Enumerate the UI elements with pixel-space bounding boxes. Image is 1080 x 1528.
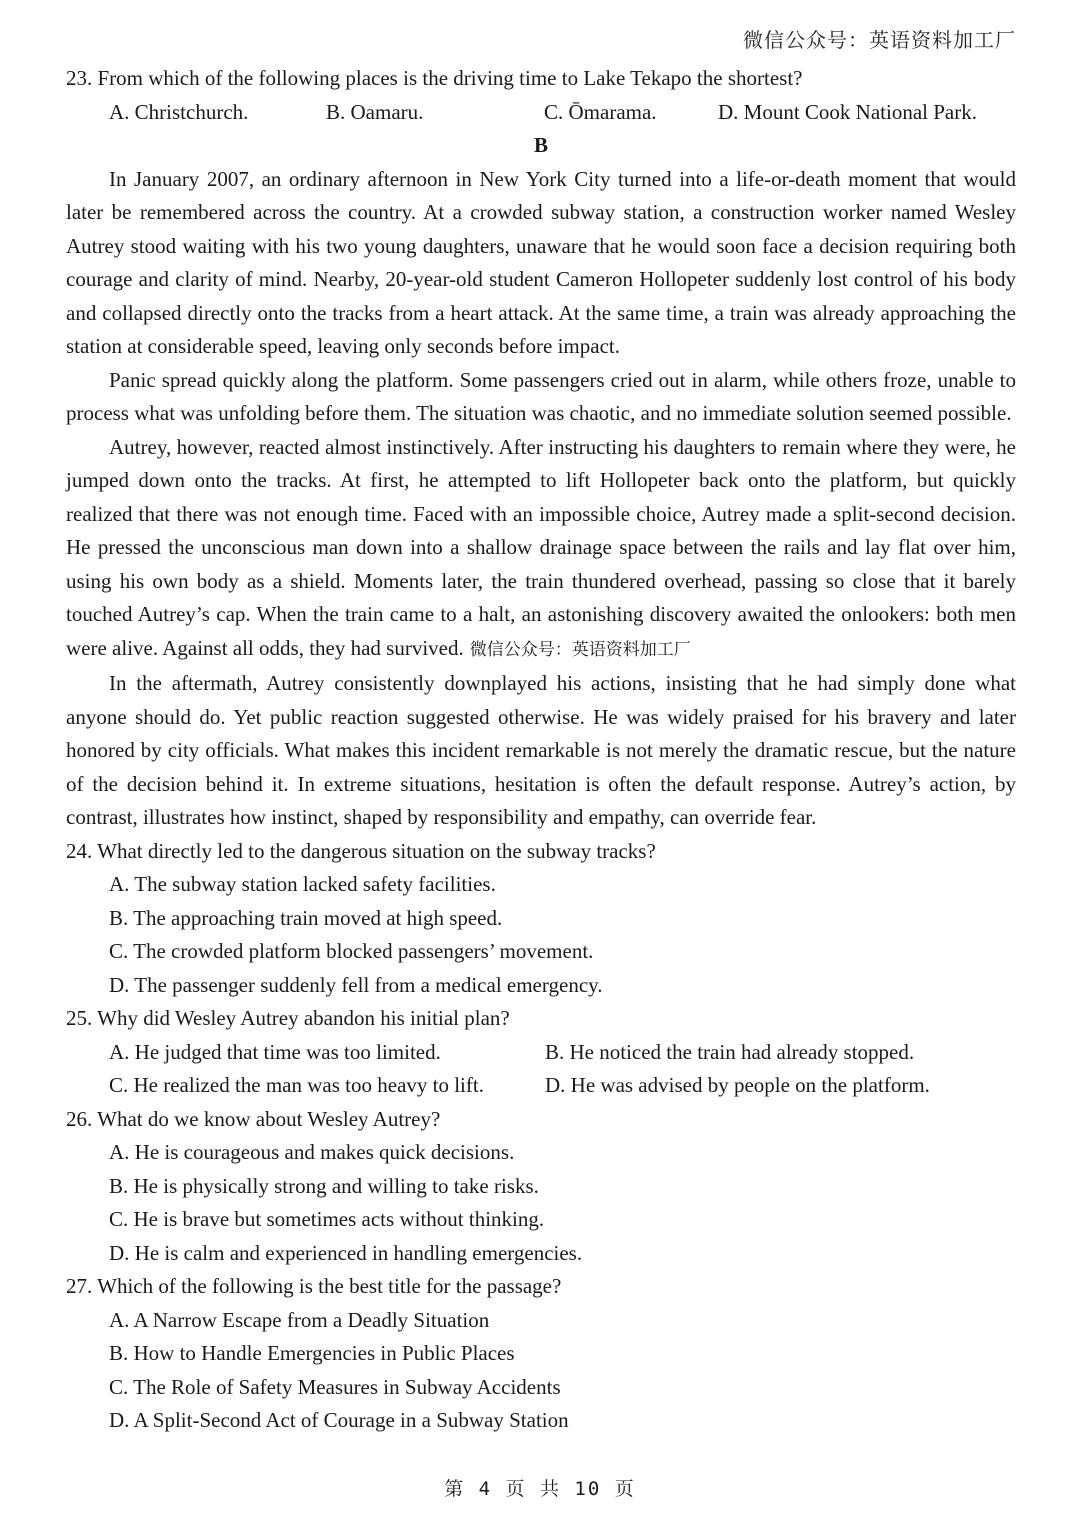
- q25-options-row-1: [66, 1036, 1016, 1070]
- passage-paragraph-1: In January 2007, an ordinary afternoon in New York City turned into a life-or-death moment that would later be remembered across the country. At a crowded subway station, a construction worker named Wesley Autrey stood waiting with his two young daughters, unaware that he would soon face a decision requiring both courage and clarity of mind. Nearby, 20-year-old student Cameron Hollopeter suddenly lost control of his body and collapsed directly onto the tracks from a heart attack. At the same time, a train was already approaching the station at considerable speed, leaving only seconds before impact.: [66, 166, 1016, 358]
- passage-paragraph-4: In the aftermath, Autrey consistently downplayed his actions, insisting that he had simply done what anyone should do. Yet public reaction suggested otherwise. He was widely praised for his bravery and later honored by city officials. What makes this incident remarkable is not merely the dramatic rescue, but the nature of the decision behind it. In extreme situations, hesitation is often the default response. Autrey’s action, by contrast, illustrates how instinct, shaped by responsibility and empathy, can override fear.: [66, 671, 1016, 829]
- passage-paragraph-3-text: Autrey, however, reacted almost instinctively. After instructing his daughters to remain where they were, he jumped down onto the tracks. At first, he attempted to lift Hollopeter back onto the platform, but quickly realized that there was not enough time. Faced with an impossible choice, Autrey made a split-second decision. He pressed the unconscious man down into a shallow drainage space between the rails and lay flat over him, using his own body as a shield. Moments later, the train thundered overhead, passing so close that it barely touched Autrey’s cap. When the train came to a halt, an astonishing discovery awaited the onlookers: both men were alive. Against all odds, they had survived.: [66, 434, 1016, 660]
- q25-options-row-2: [66, 1069, 1016, 1103]
- q23-option-c: C. Ōmarama.: [544, 99, 657, 124]
- q25-option-c: C. He realized the man was too heavy to lift.: [109, 1073, 484, 1097]
- q26-option-a: A. He is courageous and makes quick decisions.: [109, 1140, 515, 1164]
- q25-option-b: B. He noticed the train had already stopped.: [545, 1039, 915, 1064]
- inline-watermark: 微信公众号：英语资料加工厂: [469, 639, 691, 660]
- q24-option-b: B. The approaching train moved at high speed.: [109, 905, 503, 930]
- q26-option-b: B. He is physically strong and willing to take risks.: [109, 1173, 539, 1198]
- passage-paragraph-2: Panic spread quickly along the platform. Some passengers cried out in alarm, while others froze, unable to process what was unfolding before them. The situation was chaotic, and no immediate solution seemed possible.: [66, 367, 1016, 425]
- q25-option-d: D. He was advised by people on the platform.: [545, 1073, 930, 1097]
- q26-option-c: C. He is brave but sometimes acts without thinking.: [109, 1207, 545, 1231]
- passage-paragraph-3: [66, 431, 1016, 668]
- q26-option-d: D. He is calm and experienced in handling emergencies.: [109, 1240, 583, 1265]
- question-23-stem: 23. From which of the following places is the driving time to Lake Tekapo the shortest?: [66, 66, 803, 90]
- q24-option-a: A. The subway station lacked safety facilities.: [109, 872, 496, 896]
- exam-page: [66, 62, 1016, 1438]
- q27-option-a: A. A Narrow Escape from a Deadly Situation: [109, 1307, 490, 1332]
- page-number-footer: 第 4 页 共 10 页: [444, 1478, 636, 1500]
- question-24-stem: 24. What directly led to the dangerous situation on the subway tracks?: [66, 838, 656, 863]
- q23-option-a: A. Christchurch.: [109, 99, 249, 124]
- question-25-stem: 25. Why did Wesley Autrey abandon his initial plan?: [66, 1006, 510, 1030]
- question-26-stem: 26. What do we know about Wesley Autrey?: [66, 1106, 441, 1131]
- q23-option-b: B. Oamaru.: [326, 99, 424, 124]
- q27-option-b: B. How to Handle Emergencies in Public Places: [109, 1341, 515, 1365]
- q25-option-a: A. He judged that time was too limited.: [109, 1039, 441, 1064]
- q24-option-c: C. The crowded platform blocked passengers’ movement.: [109, 939, 594, 963]
- question-23-options: [66, 96, 1016, 130]
- q27-option-c: C. The Role of Safety Measures in Subway Accidents: [109, 1374, 561, 1399]
- question-27-stem: 27. Which of the following is the best title for the passage?: [66, 1274, 562, 1298]
- q23-option-d: D. Mount Cook National Park.: [718, 99, 977, 124]
- q24-option-d: D. The passenger suddenly fell from a medical emergency.: [109, 972, 603, 997]
- q27-option-d: D. A Split-Second Act of Courage in a Subway Station: [109, 1408, 569, 1432]
- header-watermark: 微信公众号：英语资料加工厂: [743, 28, 1016, 52]
- section-title: B: [533, 133, 548, 157]
